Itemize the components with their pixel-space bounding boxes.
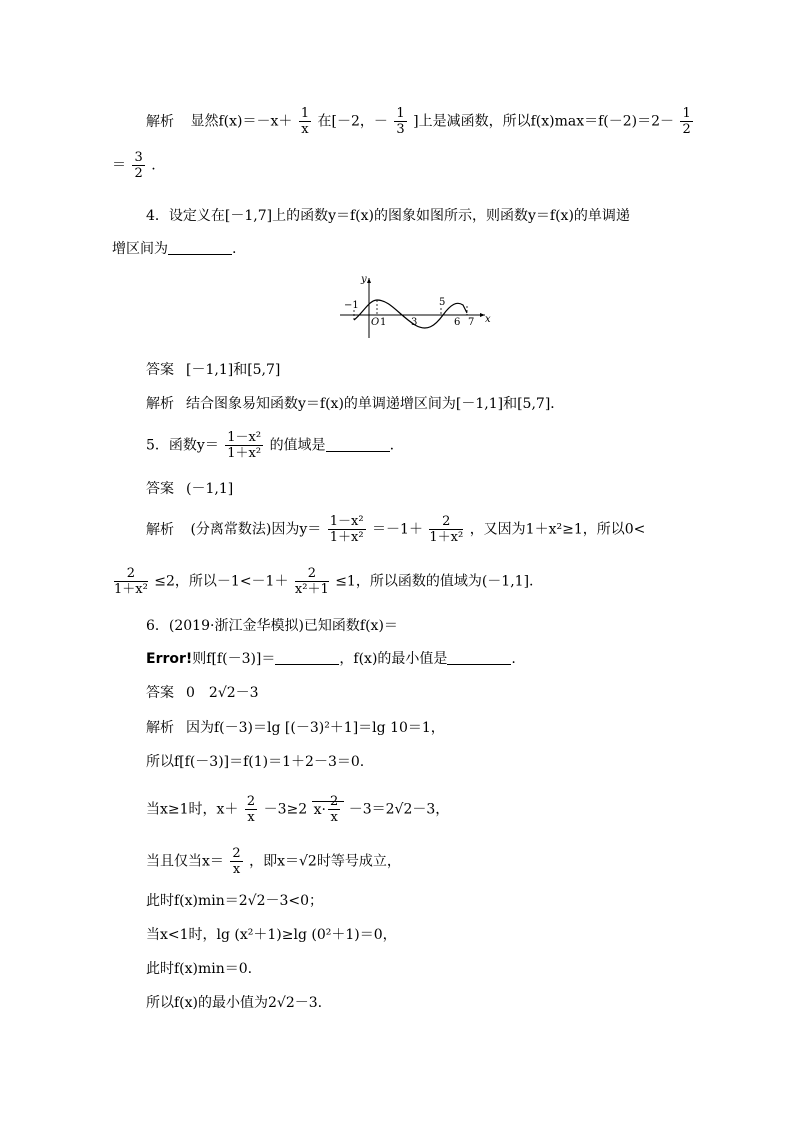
text: 因为f(－3)＝lg [(－3)²＋1]＝lg 10＝1， (186, 720, 445, 736)
fraction (114, 566, 148, 597)
numerator: 2 (295, 566, 329, 582)
numerator: 2 (329, 794, 339, 809)
solution-5-line2 (112, 566, 533, 597)
solution-label: 解析 (146, 720, 174, 736)
text: 的值域是 (269, 437, 326, 454)
answer-blank (168, 240, 232, 255)
text: . (151, 157, 156, 174)
solution-6-line1 (146, 719, 445, 737)
text: ，又因为1＋x²≥1，所以0< (469, 521, 646, 538)
text: 5．函数y＝ (146, 437, 219, 454)
answer-4 (146, 361, 280, 379)
answer-label: 答案 (146, 481, 174, 497)
fraction (132, 150, 144, 181)
solution-label: 解析 (146, 113, 174, 130)
answer-label: 答案 (146, 685, 174, 701)
solution-label: 解析 (146, 396, 174, 412)
text: ≤1，所以函数的值域为(－1,1]. (335, 573, 534, 590)
solution-6-line6: 当x<1时，lg (x²＋1)≥lg (0²＋1)＝0， (146, 927, 397, 943)
numerator: 1 (682, 106, 691, 121)
fraction (230, 846, 242, 877)
text: －3＝2√2－3， (348, 801, 450, 818)
numerator: 3 (134, 150, 143, 165)
text: 显然f(x)＝－x＋ (190, 113, 293, 130)
solution-6-line8: 所以f(x)的最小值为2√2－3. (146, 995, 323, 1011)
tick-label: −1 (344, 300, 359, 311)
tick-label: 1 (380, 317, 387, 328)
denominator: 2 (682, 122, 691, 137)
question-4-line2 (112, 240, 236, 258)
y-axis-label: y (361, 274, 367, 285)
solution-6-line4 (146, 846, 401, 877)
text: 当且仅当x＝ (146, 853, 224, 870)
answer-5 (146, 480, 233, 498)
solution-4 (146, 395, 564, 413)
numerator: 1 (396, 106, 405, 121)
numerator: 1－x² (329, 514, 364, 529)
origin-label: O (371, 317, 380, 328)
fraction (245, 794, 257, 825)
radical (312, 794, 345, 825)
tick-label: 5 (439, 297, 446, 308)
answer-blank (447, 650, 511, 665)
fraction (394, 106, 406, 137)
denominator: x (232, 862, 241, 877)
question-4-line1: 4．设定义在[－1,7]上的函数y＝f(x)的图象如图所示，则函数y＝f(x)的单调递 (146, 208, 630, 224)
denominator: 2 (134, 166, 143, 181)
fraction (328, 514, 366, 545)
answer-label: 答案 (146, 362, 174, 378)
text: 增区间为 (112, 241, 168, 257)
text: 在[－2，－ (317, 113, 388, 130)
denominator: x (247, 810, 255, 825)
solution-6-line2: 所以f[f(－3)]＝f(1)＝1＋2－3＝0. (146, 754, 365, 770)
answer-text: 0 2√2－3 (186, 685, 259, 701)
denominator: x (301, 122, 309, 137)
answer-blank (326, 437, 390, 452)
text: ]上是减函数，所以f(x)max＝f(－2)＝2－ (413, 113, 675, 130)
text: . (511, 651, 516, 667)
solution-3-line2 (112, 150, 156, 181)
fraction (295, 566, 329, 597)
text: 则f[f(－3)]＝ (192, 651, 276, 667)
text: (分离常数法)因为y＝ (190, 521, 322, 538)
solution-label: 解析 (146, 521, 174, 538)
denominator: 1＋x² (227, 446, 262, 461)
solution-6-line5: 此时f(x)min＝2√2－3<0； (146, 893, 324, 909)
denominator: x (330, 810, 338, 825)
numerator: 2 (114, 566, 148, 582)
answer-6 (146, 684, 259, 702)
x-axis-label: x (485, 314, 491, 325)
solution-3-line1 (146, 106, 695, 137)
error-text: Error! (146, 651, 193, 667)
text: 当x≥1时，x＋ (146, 801, 239, 818)
denominator: 1＋x² (429, 530, 464, 545)
text: ≤2，所以－1<－1＋ (154, 573, 289, 590)
denominator: 1＋x² (329, 530, 364, 545)
solution-5-line1 (146, 514, 645, 545)
answer-text: [－1,1]和[5,7] (186, 362, 281, 378)
text: x· (313, 801, 326, 818)
function-graph (335, 268, 495, 340)
numerator: 2 (429, 514, 463, 530)
text: ，即x＝√2时等号成立， (249, 853, 401, 870)
fraction (299, 106, 311, 137)
solution-6-line7: 此时f(x)min＝0. (146, 961, 253, 977)
answer-text: (－1,1] (186, 481, 234, 497)
numerator: 1－x² (227, 430, 262, 445)
fraction (429, 514, 463, 545)
denominator: 1＋x² (114, 582, 148, 597)
tick-label: 6 (454, 317, 461, 328)
text: ，f(x)的最小值是 (339, 651, 448, 667)
denominator: 3 (396, 122, 405, 137)
answer-blank (275, 650, 339, 665)
solution-text: 结合图象易知函数y＝f(x)的单调递增区间为[－1,1]和[5,7]． (186, 396, 565, 412)
text: ＝ (112, 157, 126, 174)
text: . (389, 437, 395, 454)
text: . (232, 241, 237, 257)
tick-label: 7 (468, 317, 475, 328)
fraction (328, 794, 340, 825)
numerator: 2 (246, 794, 256, 809)
question-6-line2 (146, 650, 516, 668)
denominator: x²＋1 (294, 582, 329, 597)
text: ＝－1＋ (372, 521, 423, 538)
solution-6-line3 (146, 794, 449, 825)
fraction (225, 430, 263, 461)
text: －3≥2 (263, 801, 308, 818)
numerator: 1 (300, 106, 310, 121)
question-5 (146, 430, 394, 461)
fraction (680, 106, 692, 137)
tick-label: 3 (411, 317, 418, 328)
question-6-line1: 6．(2019·浙江金华模拟)已知函数f(x)＝ (146, 618, 398, 634)
numerator: 2 (232, 846, 241, 861)
